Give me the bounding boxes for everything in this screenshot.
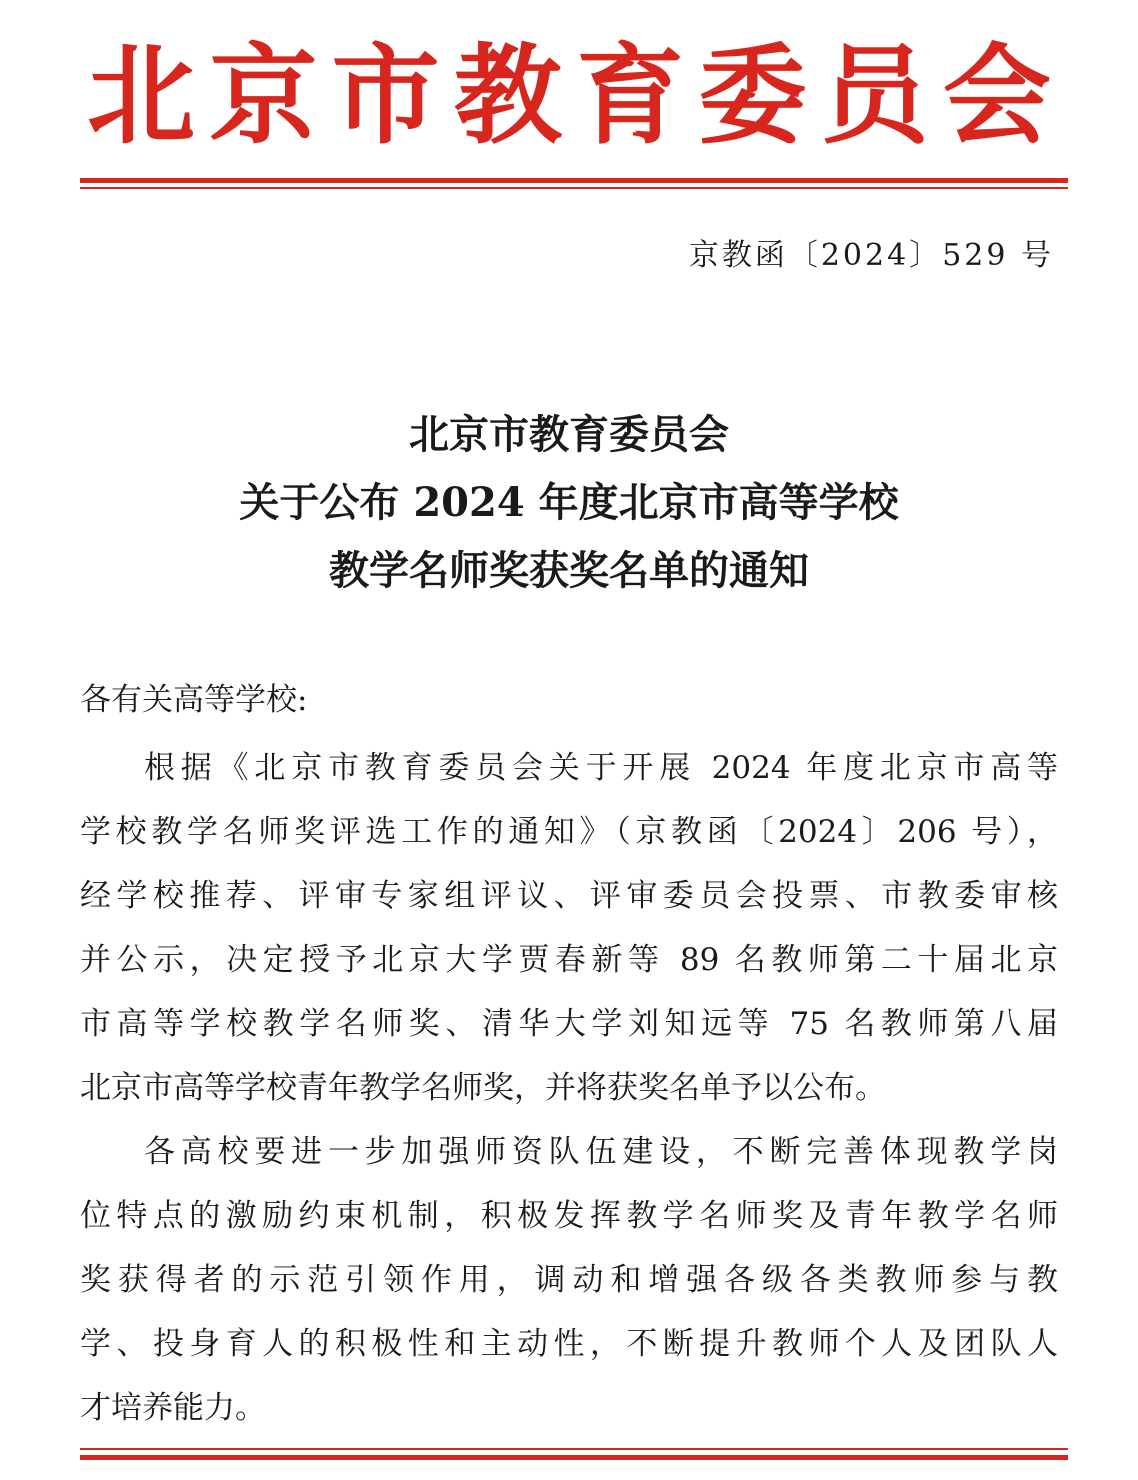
paragraph-line: 根据《北京市教育委员会关于开展 2024 年度北京市高等 <box>144 750 1058 786</box>
masthead-char: 会 <box>942 34 1051 159</box>
paragraph-line: 经学校推荐、评审专家组评议、评审委员会投票、市教委审核 <box>80 878 1058 914</box>
masthead-char: 委 <box>698 34 807 159</box>
paragraph-line: 各高校要进一步加强师资队伍建设，不断完善体现教学岗 <box>144 1134 1058 1170</box>
masthead-char: 育 <box>576 34 685 159</box>
document-title-line-2: 关于公布 2024 年度北京市高等学校 <box>239 479 899 526</box>
masthead-char: 北 <box>87 34 196 159</box>
paragraph-line: 学、投身育人的积极性和主动性，不断提升教师个人及团队人 <box>80 1326 1058 1362</box>
footer-red-rule <box>80 1455 1068 1460</box>
masthead-char: 市 <box>331 34 440 159</box>
masthead-char: 员 <box>820 34 929 159</box>
document-number: 京教函〔2024〕529 号 <box>688 238 1054 273</box>
paragraph-line: 并公示，决定授予北京大学贾春新等 89 名教师第二十届北京 <box>80 942 1058 978</box>
paragraph-line: 奖获得者的示范引领作用，调动和增强各级各类教师参与教 <box>80 1262 1058 1298</box>
masthead <box>80 22 1058 172</box>
salutation: 各有关高等学校: <box>80 682 308 718</box>
paragraph-line: 才培养能力。 <box>80 1390 266 1426</box>
paragraph-line: 市高等学校教学名师奖、清华大学刘知远等 75 名教师第八届 <box>80 1006 1058 1042</box>
document-title-line-3: 教学名师奖获奖名单的通知 <box>329 547 809 594</box>
header-red-rule <box>80 178 1068 183</box>
document-title-line-1: 北京市教育委员会 <box>409 411 729 458</box>
masthead-char: 京 <box>209 34 318 159</box>
header-red-rule-thin <box>80 187 1068 189</box>
paragraph-line: 位特点的激励约束机制，积极发挥教学名师奖及青年教学名师 <box>80 1198 1058 1234</box>
masthead-char: 教 <box>453 34 562 159</box>
paragraph-1 <box>80 736 1058 1120</box>
paragraph-line: 北京市高等学校青年教学名师奖，并将获奖名单予以公布。 <box>80 1070 886 1106</box>
footer-red-rule-thin <box>80 1448 1068 1450</box>
paragraph-line: 学校教学名师奖评选工作的通知》（京教函〔2024〕206 号）， <box>80 814 1058 850</box>
paragraph-2 <box>80 1120 1058 1440</box>
